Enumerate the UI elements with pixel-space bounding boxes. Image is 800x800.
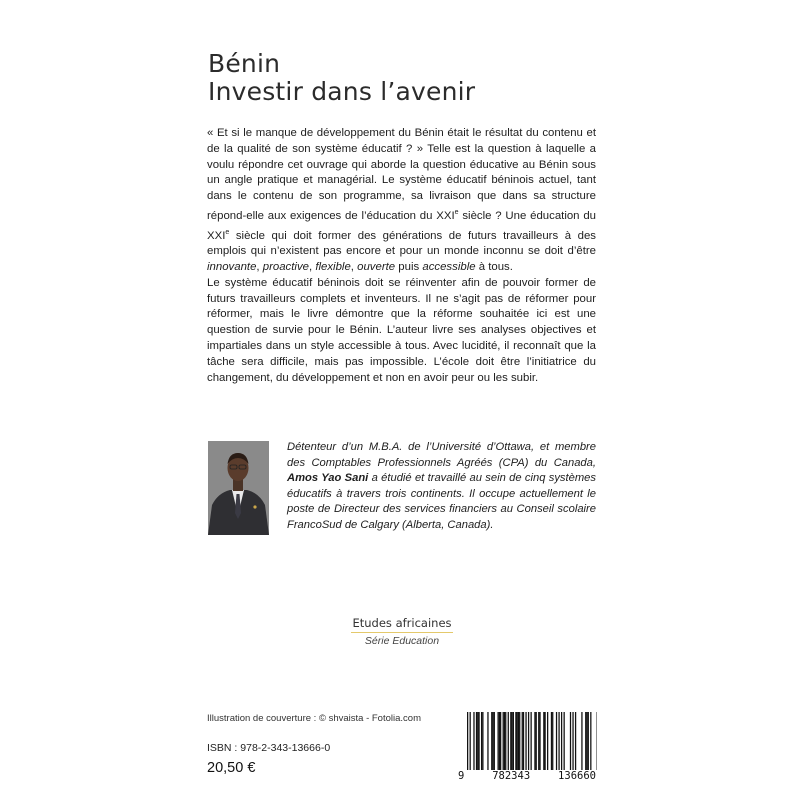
barcode-bar [539,712,540,770]
author-name: Amos Yao Sani [287,472,369,485]
barcode-bar [470,712,471,770]
blurb-text: siècle qui doit former des générations de futurs travailleurs à des emplois qui n’existent pas encore et pour un monde inconnu se doit d’être [207,229,596,258]
barcode-bar [522,712,523,770]
blurb-paragraph-2: Le système éducatif béninois doit se réinventer afin de pouvoir former de futurs travailleurs complets et inventeurs. Il ne s’agit pas de réformer pour réformer, mais le livre démontre que la réforme souhaitée ici est une question de survie pour le Bénin. L’auteur livre ses analyses objectives et impartiales dans un style accessible à tous. Avec lucidité, il reconnaît que la tâche sera difficile, mais pas impossible. L’école doit être l’initiatrice du changement, du développement et non en avoir peur ou les subir. [207,276,596,384]
superscript: e [454,208,459,216]
title-line-1: Bénin [208,49,281,78]
barcode-bar [531,712,532,770]
barcode-bar [534,712,535,770]
barcode-bar [494,712,495,770]
emphasis: ouverte [357,260,396,273]
barcode-bar [564,712,565,770]
barcode-bar [510,712,511,770]
barcode-bar [508,712,509,770]
barcode-digit-group-2: 136660 [558,770,596,782]
blurb-text: « Et si le manque de développement du Bénin était le résultat du contenu et de la qualité de son système éducatif ? » Telle est la question à laquelle a voulu répondre cet ouvrage qui aborde la question éducative au Bénin sous un angle pratique et managérial. Le système éducatif béninois actuel, tant dans le contenu de son programme, sa livraison que dans sa structure répond-elle aux exigences de l’éducation du XXI [207,127,596,222]
barcode-bar [538,712,539,770]
emphasis: innovante [207,260,257,273]
barcode-bar [544,712,545,770]
barcode-bar [558,712,559,770]
series-subtitle: Série Education [364,635,440,647]
barcode-bar [518,712,519,770]
barcode-bar [536,712,537,770]
barcode-bar [515,712,516,770]
barcode-bar [505,712,506,770]
barcode-bar [570,712,571,770]
barcode-bar [487,712,488,770]
emphasis: flexible [315,260,351,273]
barcode-bar [523,712,524,770]
book-price: 20,50 € [207,760,256,776]
author-photo [208,441,269,535]
barcode-bar [476,712,477,770]
isbn-number: ISBN : 978-2-343-13666-0 [207,742,331,754]
series-block [351,616,453,647]
barcode-bar [477,712,478,770]
superscript: e [225,228,230,236]
barcode-bar [497,712,498,770]
barcode-bar [467,712,468,770]
barcode-bar [588,712,589,770]
separator: , [308,260,316,273]
barcode-bar [473,712,474,770]
book-title [208,50,475,106]
blurb-text: à tous. [475,260,513,273]
barcode-bar [491,712,492,770]
barcode-bar [500,712,501,770]
bio-text: Détenteur d’un M.B.A. de l’Université d’Ottawa, et membre des Comptables Professionnels Agréés (CPA) du Canada, [287,441,596,469]
barcode-bars [456,712,597,770]
barcode-bar [543,712,544,770]
author-portrait-image [208,441,269,535]
author-bio [287,440,596,534]
blurb-text: siècle ? Une éducation du XXI [207,209,596,242]
barcode-bar [513,712,514,770]
barcode-bar [511,712,512,770]
back-cover-blurb [207,126,596,386]
barcode-bar [517,712,518,770]
barcode-bar [478,712,479,770]
barcode-bar [586,712,587,770]
bio-text: a étudié et travaillé au sein de cinq systèmes éducatifs à travers trois continents. Il occupe actuellement le poste de Directeur des services financiers au Conseil scolaire FrancoSud de Calgary (Alberta, Canada). [287,472,596,531]
barcode-bar [528,712,529,770]
barcode-bar [551,712,552,770]
barcode-bar [525,712,526,770]
barcode-bar [482,712,483,770]
barcode-bar [504,712,505,770]
separator: puis [395,260,423,273]
barcode-digit-group-1: 782343 [492,770,531,782]
barcode-bar [499,712,500,770]
barcode-digits [458,770,596,782]
series-name: Etudes africaines [351,616,453,633]
barcode-bar [481,712,482,770]
separator: , [256,260,263,273]
barcode-bar [561,712,562,770]
barcode-bar [556,712,557,770]
emphasis: proactive [262,260,309,273]
barcode-bar [492,712,493,770]
barcode-bar [572,712,573,770]
barcode-bar [519,712,520,770]
emphasis: accessible [422,260,476,273]
barcode-bar [581,712,582,770]
separator: , [350,260,358,273]
barcode-bar [590,712,591,770]
barcode-bar [503,712,504,770]
barcode-bar [547,712,548,770]
title-line-2: Investir dans l’avenir [208,77,476,106]
blurb-paragraph-1 [207,126,596,276]
barcode-bar [575,712,576,770]
cover-illustration-credit: Illustration de couverture : © shvaista - Fotolia.com [207,713,421,724]
barcode-bar [552,712,553,770]
barcode-digit-prefix: 9 [458,770,465,782]
barcode-bar [585,712,586,770]
